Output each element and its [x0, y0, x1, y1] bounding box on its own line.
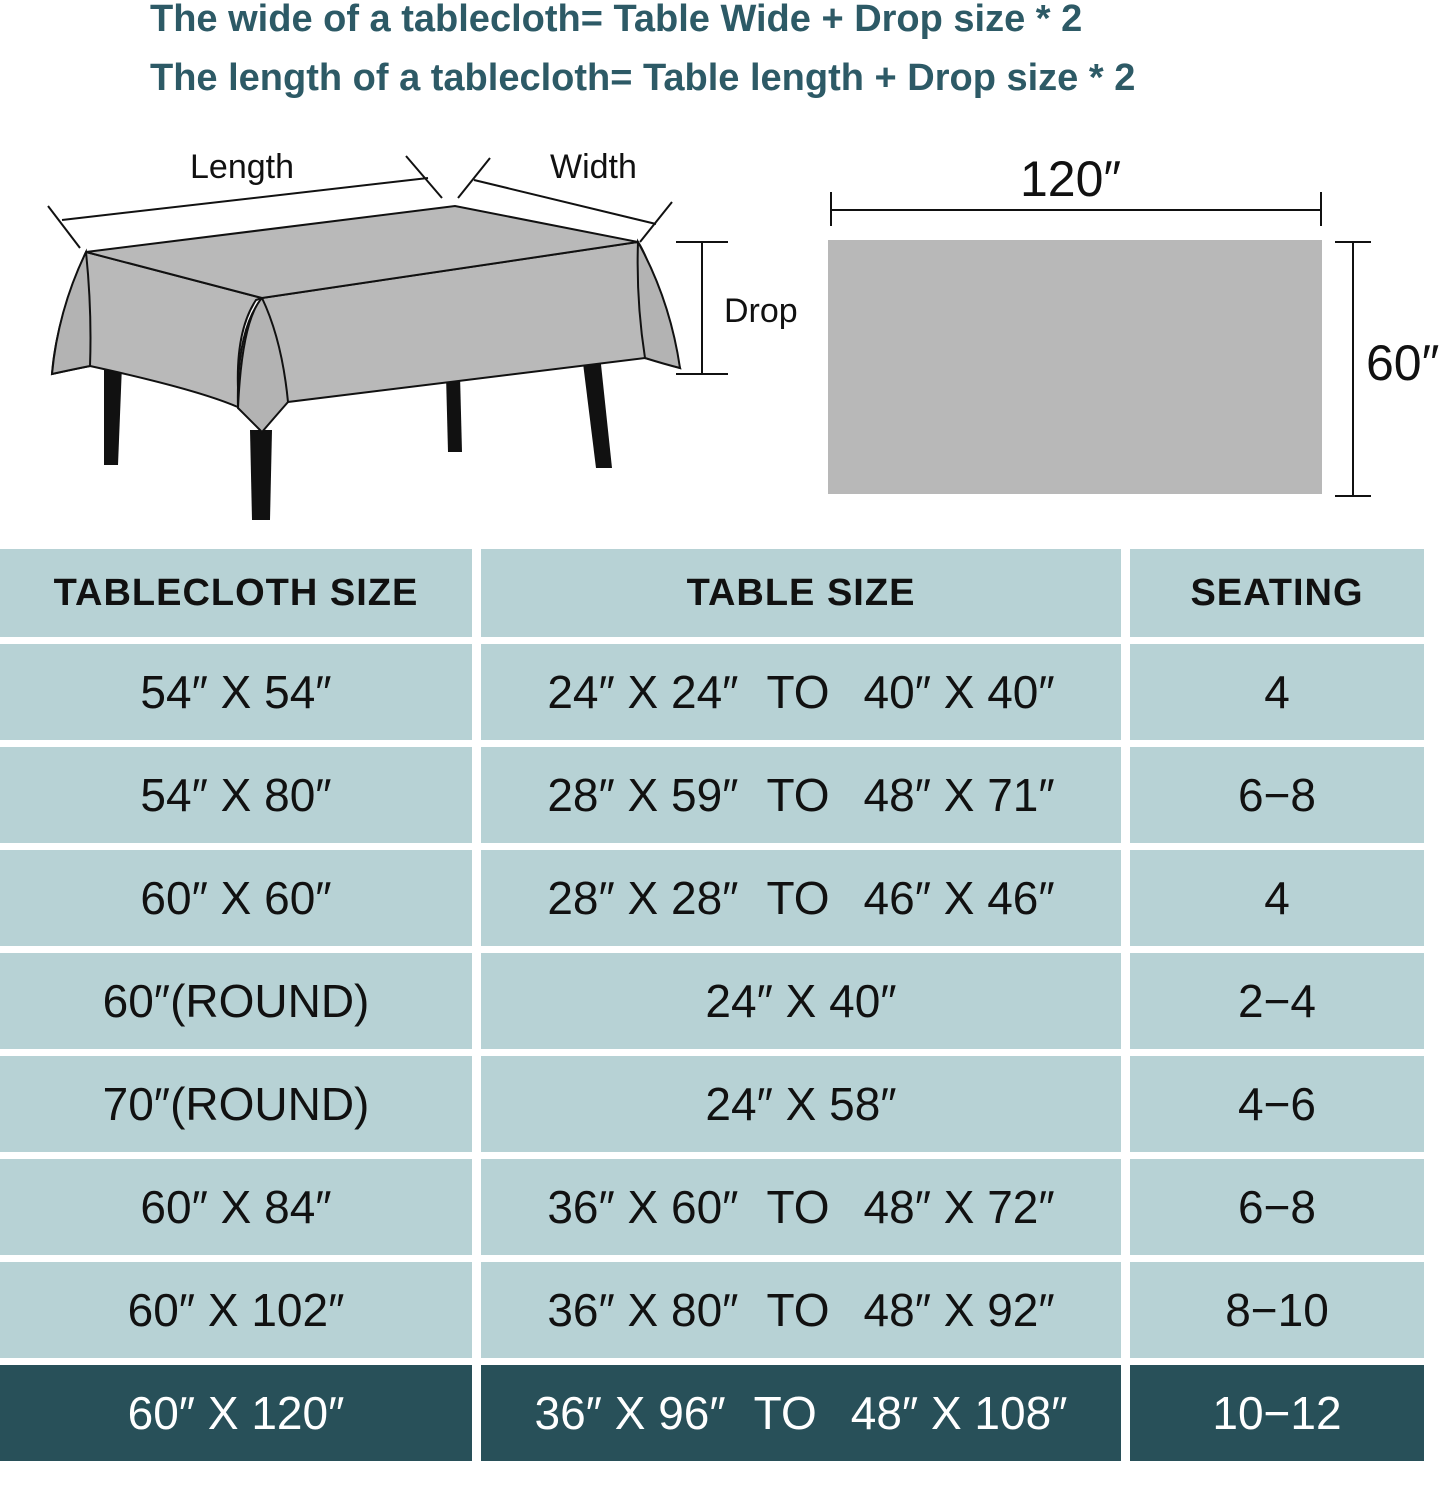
- tablecloth-size-cell: 60″(ROUND): [0, 953, 481, 1056]
- table-size-cell: [481, 1262, 1130, 1365]
- tablecloth-size-cell: 60″ X 60″: [0, 850, 481, 953]
- seating-cell: 10−12: [1130, 1365, 1424, 1468]
- table-size-to: 40″ X 40″: [863, 666, 1055, 718]
- table-row: [0, 1262, 1424, 1365]
- size-table: [0, 549, 1424, 1468]
- table-size-cell: [481, 644, 1130, 747]
- to-word: TO: [753, 1387, 817, 1439]
- tablecloth-size-cell: 60″ X 120″: [0, 1365, 481, 1468]
- table-size-cell: [481, 850, 1130, 953]
- seating-cell: 2−4: [1130, 953, 1424, 1056]
- rect-width-label: 120″: [1020, 151, 1122, 207]
- table-leg: [582, 355, 612, 468]
- seating-cell: 6−8: [1130, 1159, 1424, 1262]
- flat-tablecloth-diagram: [815, 130, 1447, 510]
- rect-height-label: 60″: [1366, 335, 1440, 391]
- tablecloth-rectangle: [828, 240, 1322, 494]
- table-row: [0, 953, 1424, 1056]
- table-size-to: 48″ X 108″: [850, 1387, 1068, 1439]
- table-size-cell: [481, 747, 1130, 850]
- table-row: [0, 1056, 1424, 1159]
- table-row: [0, 747, 1424, 850]
- formula-width: The wide of a tablecloth= Table Wide + Drop size * 2: [150, 0, 1083, 40]
- header-tablecloth-size: TABLECLOTH SIZE: [0, 549, 481, 644]
- tablecloth-size-cell: 60″ X 84″: [0, 1159, 481, 1262]
- table-row-highlighted: [0, 1365, 1424, 1468]
- table-size-from: 28″ X 28″: [547, 872, 739, 924]
- table-size-to: 46″ X 46″: [863, 872, 1055, 924]
- tablecloth-size-cell: 70″(ROUND): [0, 1056, 481, 1159]
- table-size-cell: [481, 1159, 1130, 1262]
- tablecloth-size-cell: 54″ X 80″: [0, 747, 481, 850]
- cloth-right-corner: [638, 242, 680, 368]
- seating-cell: 4: [1130, 644, 1424, 747]
- table-with-tablecloth-diagram: [0, 130, 820, 530]
- table-size-to: 48″ X 71″: [863, 769, 1055, 821]
- table-size-cell: [481, 1365, 1130, 1468]
- table-size-from: 36″ X 60″: [547, 1181, 739, 1233]
- table-size-to: 48″ X 72″: [863, 1181, 1055, 1233]
- drop-label: Drop: [724, 292, 798, 330]
- to-word: TO: [766, 666, 830, 718]
- table-size-from: 36″ X 80″: [547, 1284, 739, 1336]
- table-size-cell: 24″ X 40″: [481, 953, 1130, 1056]
- header-seating: SEATING: [1130, 549, 1424, 644]
- table-size-from: 36″ X 96″: [534, 1387, 726, 1439]
- to-word: TO: [766, 769, 830, 821]
- tablecloth-size-cell: 60″ X 102″: [0, 1262, 481, 1365]
- width-label: Width: [550, 148, 637, 186]
- table-leg: [104, 365, 122, 465]
- to-word: TO: [766, 872, 830, 924]
- table-row: [0, 644, 1424, 747]
- tablecloth-size-cell: 54″ X 54″: [0, 644, 481, 747]
- to-word: TO: [766, 1181, 830, 1233]
- table-row: [0, 850, 1424, 953]
- table-leg: [446, 375, 462, 452]
- to-word: TO: [766, 1284, 830, 1336]
- table-size-from: 24″ X 24″: [547, 666, 739, 718]
- seating-cell: 8−10: [1130, 1262, 1424, 1365]
- table-row: [0, 1159, 1424, 1262]
- cloth-left-corner: [52, 252, 91, 374]
- header-table-size: TABLE SIZE: [481, 549, 1130, 644]
- seating-cell: 6−8: [1130, 747, 1424, 850]
- seating-cell: 4: [1130, 850, 1424, 953]
- table-size-from: 28″ X 59″: [547, 769, 739, 821]
- seating-cell: 4−6: [1130, 1056, 1424, 1159]
- length-label: Length: [190, 148, 294, 186]
- table-size-to: 48″ X 92″: [863, 1284, 1055, 1336]
- table-size-cell: 24″ X 58″: [481, 1056, 1130, 1159]
- table-header-row: [0, 549, 1424, 644]
- formula-length: The length of a tablecloth= Table length + Drop size * 2: [150, 57, 1136, 99]
- table-leg: [250, 430, 272, 520]
